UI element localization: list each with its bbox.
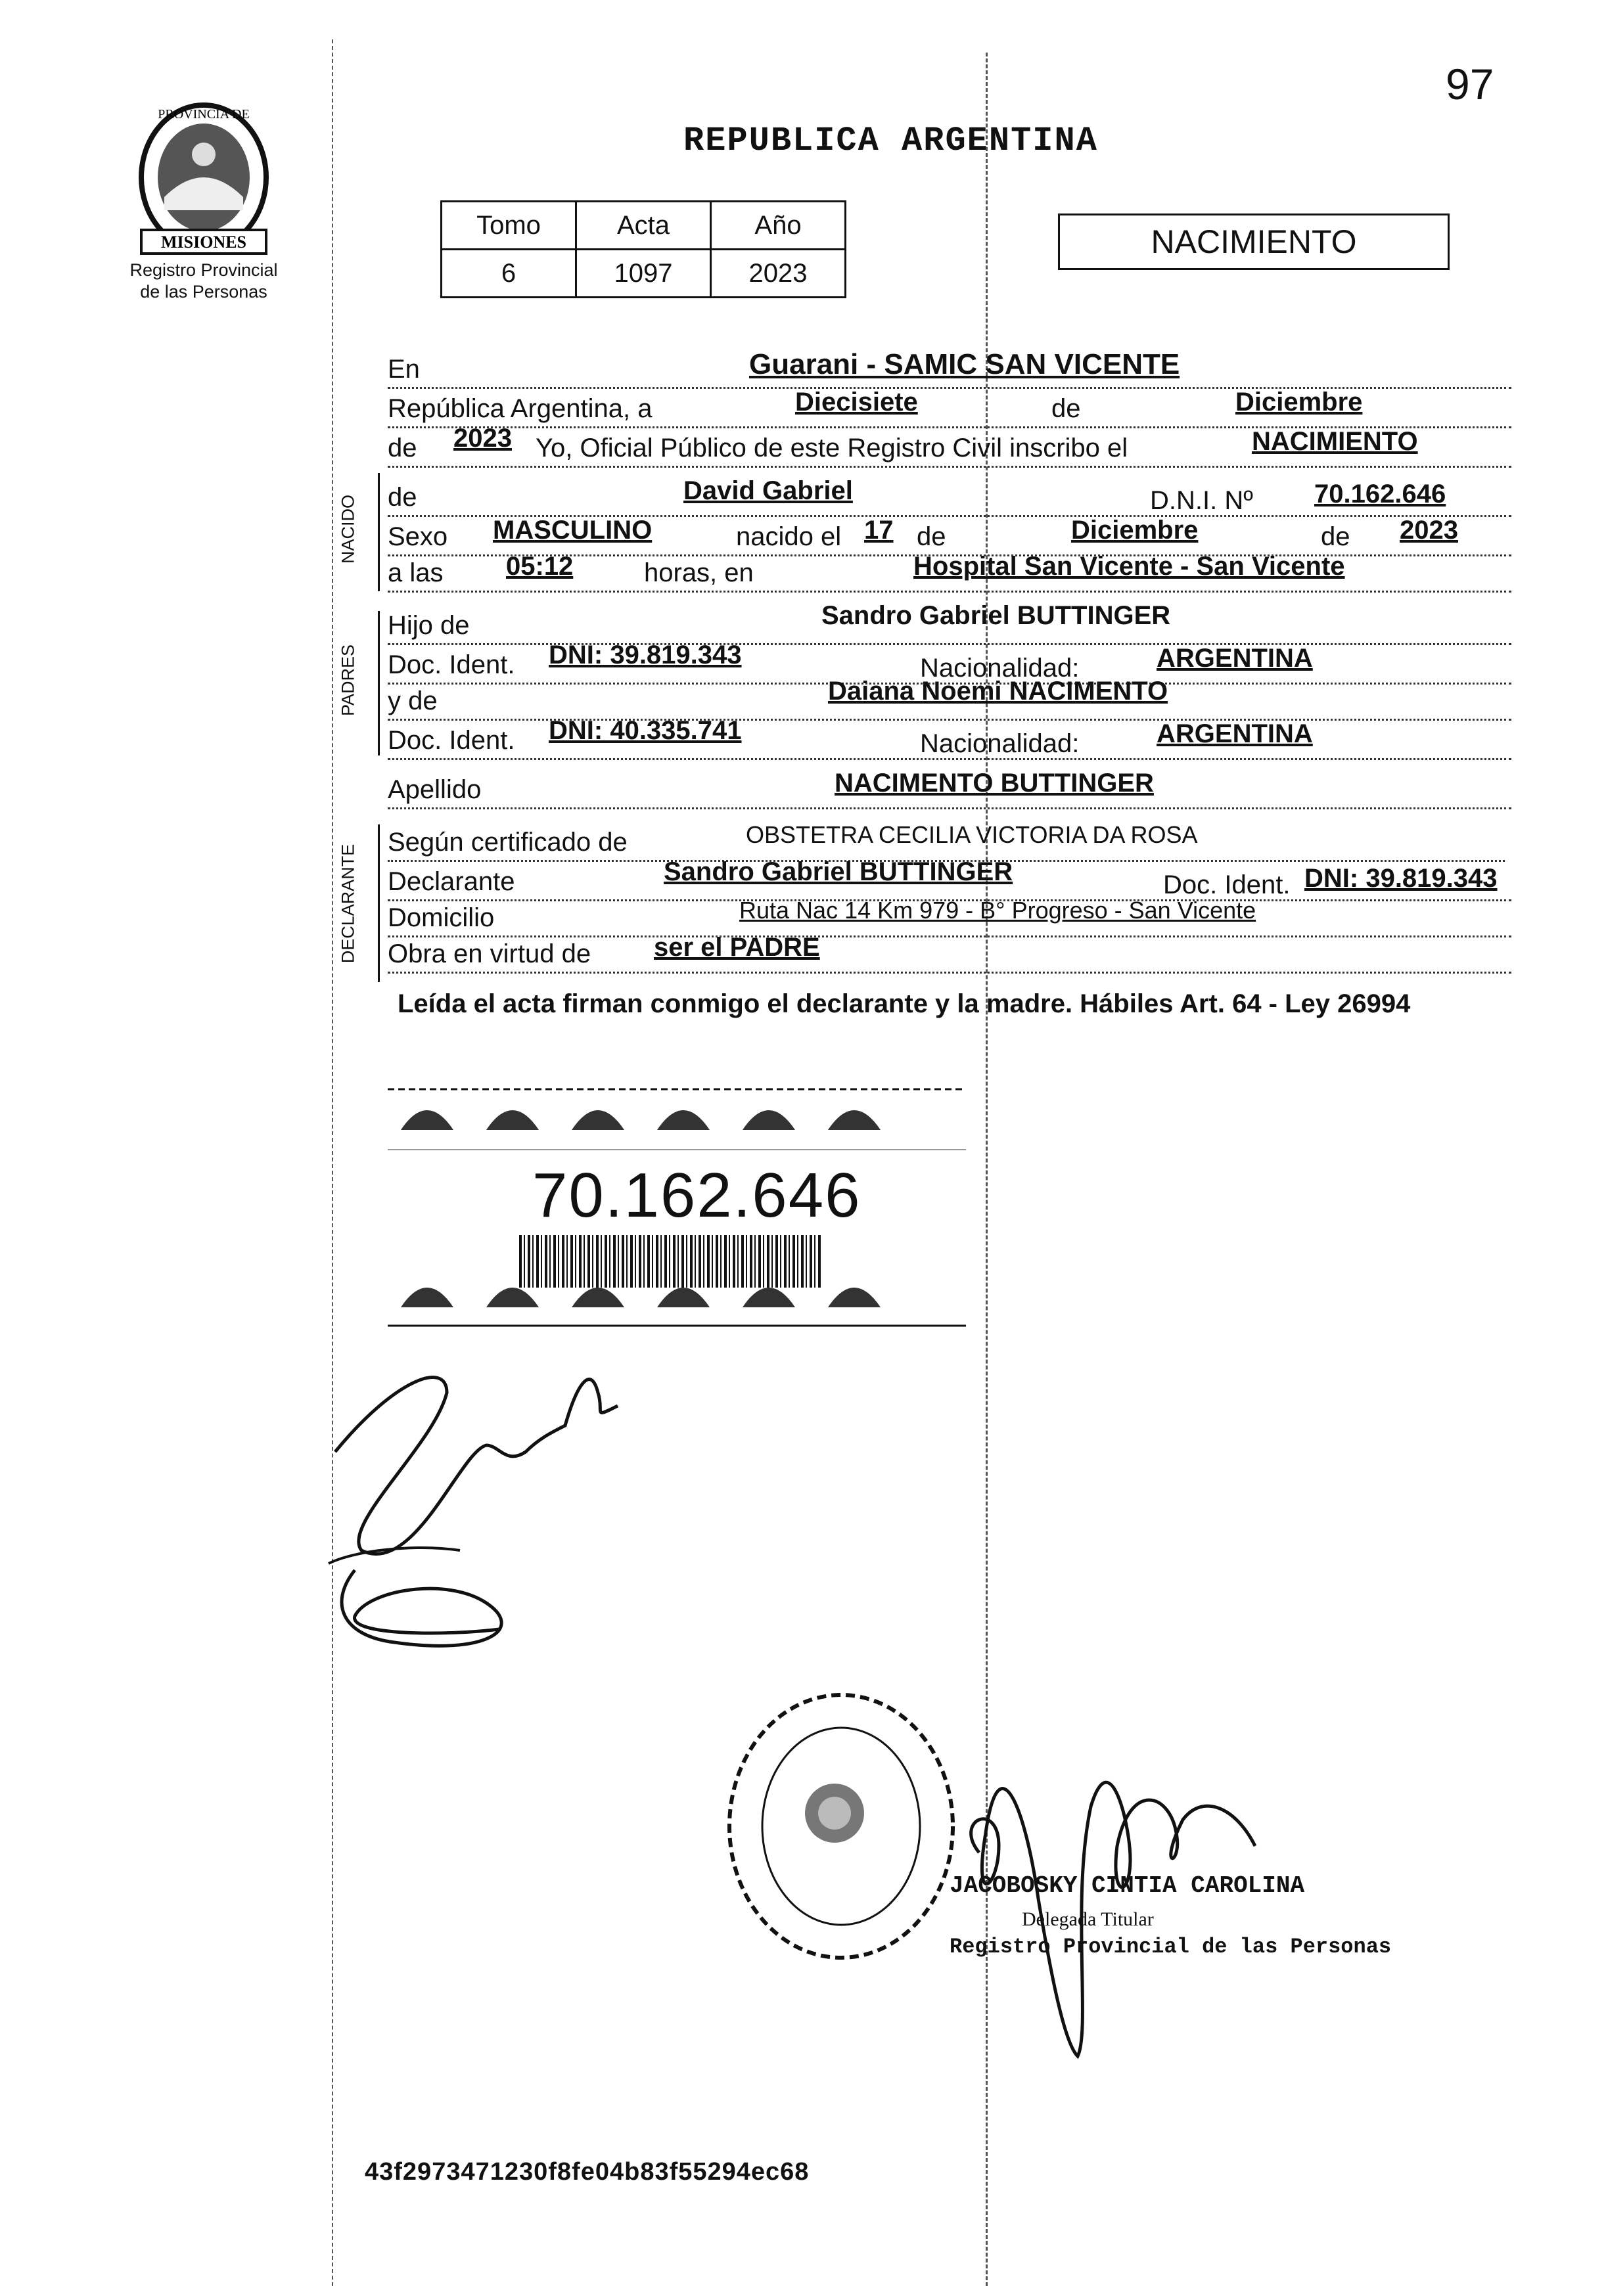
certificate-value: OBSTETRA CECILIA VICTORIA DA ROSA — [746, 821, 1198, 848]
birth-de2: de — [1321, 522, 1350, 551]
declarante-doc: DNI: 39.819.343 — [1304, 864, 1498, 893]
svg-text:PROVINCIA DE: PROVINCIA DE — [158, 107, 250, 122]
domicilio-label: Domicilio — [388, 903, 495, 932]
birth-place: Hospital San Vicente - San Vicente — [913, 552, 1345, 581]
officer-text: Yo, Oficial Público de este Registro Civil inscribo el — [536, 434, 1128, 462]
margin-line — [332, 39, 333, 2286]
declarante-name: Sandro Gabriel BUTTINGER — [664, 857, 1013, 886]
official-name: JACOBOSKY CINTIA CAROLINA — [950, 1872, 1305, 1899]
nacido-section-label: NACIDO — [338, 495, 358, 564]
record-kind-box: NACIMIENTO — [1058, 214, 1450, 270]
legal-text: Leída el acta firman conmigo el declarante y la madre. Hábiles Art. 64 - Ley 26994 — [398, 989, 1411, 1018]
birth-year: 2023 — [1400, 516, 1458, 545]
mother-nationality-label: Nacionalidad: — [920, 729, 1080, 758]
act-de-label: de — [1051, 394, 1081, 423]
value-acta: 1097 — [576, 250, 711, 298]
child-sex: MASCULINO — [493, 516, 653, 545]
hijo-de-label: Hijo de — [388, 611, 470, 640]
record-table — [440, 200, 846, 298]
registry-caption-line1: Registro Provincial — [129, 260, 278, 280]
registry-caption-line2: de las Personas — [140, 282, 267, 302]
certificate-label: Según certificado de — [388, 828, 628, 857]
republica-label: República Argentina, a — [388, 394, 653, 423]
mother-name: Daiana Noemi NACIMENTO — [828, 677, 1168, 706]
nacido-el-label: nacido el — [736, 522, 842, 551]
dni-label: D.N.I. Nº — [1150, 486, 1253, 515]
child-name: David Gabriel — [683, 476, 853, 505]
nacido-de-label: de — [388, 483, 417, 512]
official-office: Registro Provincial de las Personas — [950, 1935, 1392, 1959]
act-day: Diecisiete — [795, 388, 918, 416]
father-nationality: ARGENTINA — [1157, 644, 1313, 673]
act-year: 2023 — [453, 424, 512, 453]
padres-section-label: PADRES — [338, 644, 358, 717]
header-acta: Acta — [576, 202, 711, 250]
declarant-signature — [315, 1353, 683, 1669]
obra-value: ser el PADRE — [654, 933, 820, 962]
mother-nationality: ARGENTINA — [1157, 719, 1313, 748]
act-month: Diciembre — [1235, 388, 1363, 416]
document-title: REPUBLICA ARGENTINA — [683, 122, 1098, 160]
father-doc: DNI: 39.819.343 — [549, 641, 742, 669]
apellido-value: NACIMENTO BUTTINGER — [835, 769, 1154, 798]
declarante-section-label: DECLARANTE — [338, 844, 358, 964]
father-nationality-label: Nacionalidad: — [920, 654, 1080, 683]
child-dni: 70.162.646 — [1314, 480, 1446, 508]
registry-caption — [105, 259, 302, 303]
svg-text:MISIONES: MISIONES — [160, 233, 247, 252]
birth-de1: de — [917, 522, 946, 551]
birth-month: Diciembre — [1071, 516, 1199, 545]
barcode — [519, 1235, 821, 1288]
nacido-bracket — [378, 473, 380, 591]
en-label: En — [388, 355, 420, 384]
mother-doc-label: Doc. Ident. — [388, 726, 515, 755]
birth-time: 05:12 — [506, 552, 574, 581]
value-tomo: 6 — [442, 250, 576, 298]
header-tomo: Tomo — [442, 202, 576, 250]
y-de-label: y de — [388, 687, 438, 715]
domicilio-value: Ruta Nac 14 Km 979 - B° Progreso - San Vicente — [739, 897, 1256, 924]
declarante-line-4 — [388, 936, 1511, 974]
page-number: 97 — [1446, 60, 1494, 108]
registry-seal-logo — [112, 99, 296, 269]
declarante-bracket — [378, 824, 380, 982]
sexo-label: Sexo — [388, 522, 448, 551]
official-seal-stamp — [716, 1682, 966, 1971]
barcode-number: 70.162.646 — [532, 1160, 861, 1230]
apellido-label: Apellido — [388, 775, 482, 804]
padres-bracket — [378, 611, 380, 755]
mother-doc: DNI: 40.335.741 — [549, 716, 742, 745]
father-doc-label: Doc. Ident. — [388, 650, 515, 679]
year-label: de — [388, 434, 417, 462]
horas-label: horas, en — [644, 558, 754, 587]
obra-label: Obra en virtud de — [388, 939, 591, 968]
a-las-label: a las — [388, 558, 444, 587]
official-role: Delegada Titular — [1022, 1908, 1154, 1930]
document-hash: 43f2973471230f8fe04b83f55294ec68 — [365, 2158, 810, 2186]
declarante-label: Declarante — [388, 867, 515, 896]
father-name: Sandro Gabriel BUTTINGER — [821, 601, 1171, 630]
act-place: Guarani - SAMIC SAN VICENTE — [749, 348, 1180, 380]
birth-day: 17 — [864, 516, 894, 545]
inscription-type: NACIMIENTO — [1252, 427, 1418, 456]
declarante-doc-label: Doc. Ident. — [1163, 870, 1291, 899]
value-anio: 2023 — [711, 250, 846, 298]
header-anio: Año — [711, 202, 846, 250]
